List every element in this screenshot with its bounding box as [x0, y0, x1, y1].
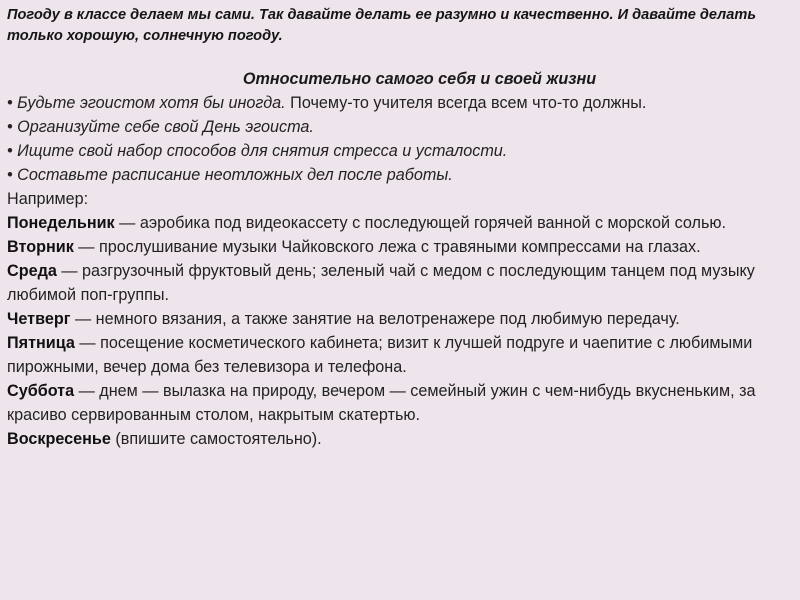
day-item-saturday — [7, 379, 792, 427]
bullet-item — [7, 139, 792, 163]
day-item-tuesday — [7, 235, 792, 259]
section-heading: Относительно самого себя и своей жизни — [242, 70, 597, 88]
day-item-wednesday — [7, 259, 792, 307]
day-name: Пятница — [7, 334, 75, 352]
bullet-italic-text: • Организуйте себе свой День эгоиста. — [7, 118, 314, 136]
day-item-monday — [7, 211, 792, 235]
day-item-sunday — [7, 427, 792, 451]
bullet-item — [7, 163, 792, 187]
day-text: (впишите самостоятельно). — [110, 430, 322, 448]
day-name: Суббота — [7, 382, 75, 400]
bullet-italic-text: • Будьте эгоистом хотя бы иногда. — [7, 94, 286, 112]
main-content — [7, 67, 792, 451]
day-text: — прослушивание музыки Чайковского лежа с травяными компрессами на глазах. — [73, 238, 701, 256]
day-text: — посещение косметического кабинета; визит к лучшей подруге и чаепитие с любимыми пирожными, вечер дома без телевизора и телефона. — [7, 334, 753, 376]
day-text: — днем — вылазка на природу, вечером — семейный ужин с чем-нибудь вкусненьким, за красиво сервированным столом, накрытым скатертью. — [7, 382, 756, 424]
bullet-italic-text: • Составьте расписание неотложных дел после работы. — [7, 166, 453, 184]
day-name: Среда — [7, 262, 57, 280]
day-name: Понедельник — [7, 214, 115, 232]
day-name: Четверг — [7, 310, 71, 328]
day-item-thursday — [7, 307, 792, 331]
bullet-item — [7, 91, 792, 115]
bullet-plain-text: Почему-то учителя всегда всем что-то должны. — [285, 94, 647, 112]
day-name: Вторник — [7, 238, 74, 256]
day-text: — аэробика под видеокассету с последующей горячей ванной с морской солью. — [114, 214, 727, 232]
day-text: — немного вязания, а также занятие на велотренажере под любимую передачу. — [70, 310, 680, 328]
example-label: Например: — [7, 190, 89, 208]
day-item-friday — [7, 331, 792, 379]
bullet-italic-text: • Ищите свой набор способов для снятия стресса и усталости. — [7, 142, 508, 160]
bullet-item — [7, 115, 792, 139]
intro-text: Погоду в классе делаем мы сами. Так давайте делать ее разумно и качественно. И давайте делать только хорошую, солнечную погоду. — [7, 7, 757, 44]
day-text: — разгрузочный фруктовый день; зеленый чай с медом с последующим танцем под музыку любимой поп-группы. — [7, 262, 755, 304]
day-name: Воскресенье — [7, 430, 111, 448]
